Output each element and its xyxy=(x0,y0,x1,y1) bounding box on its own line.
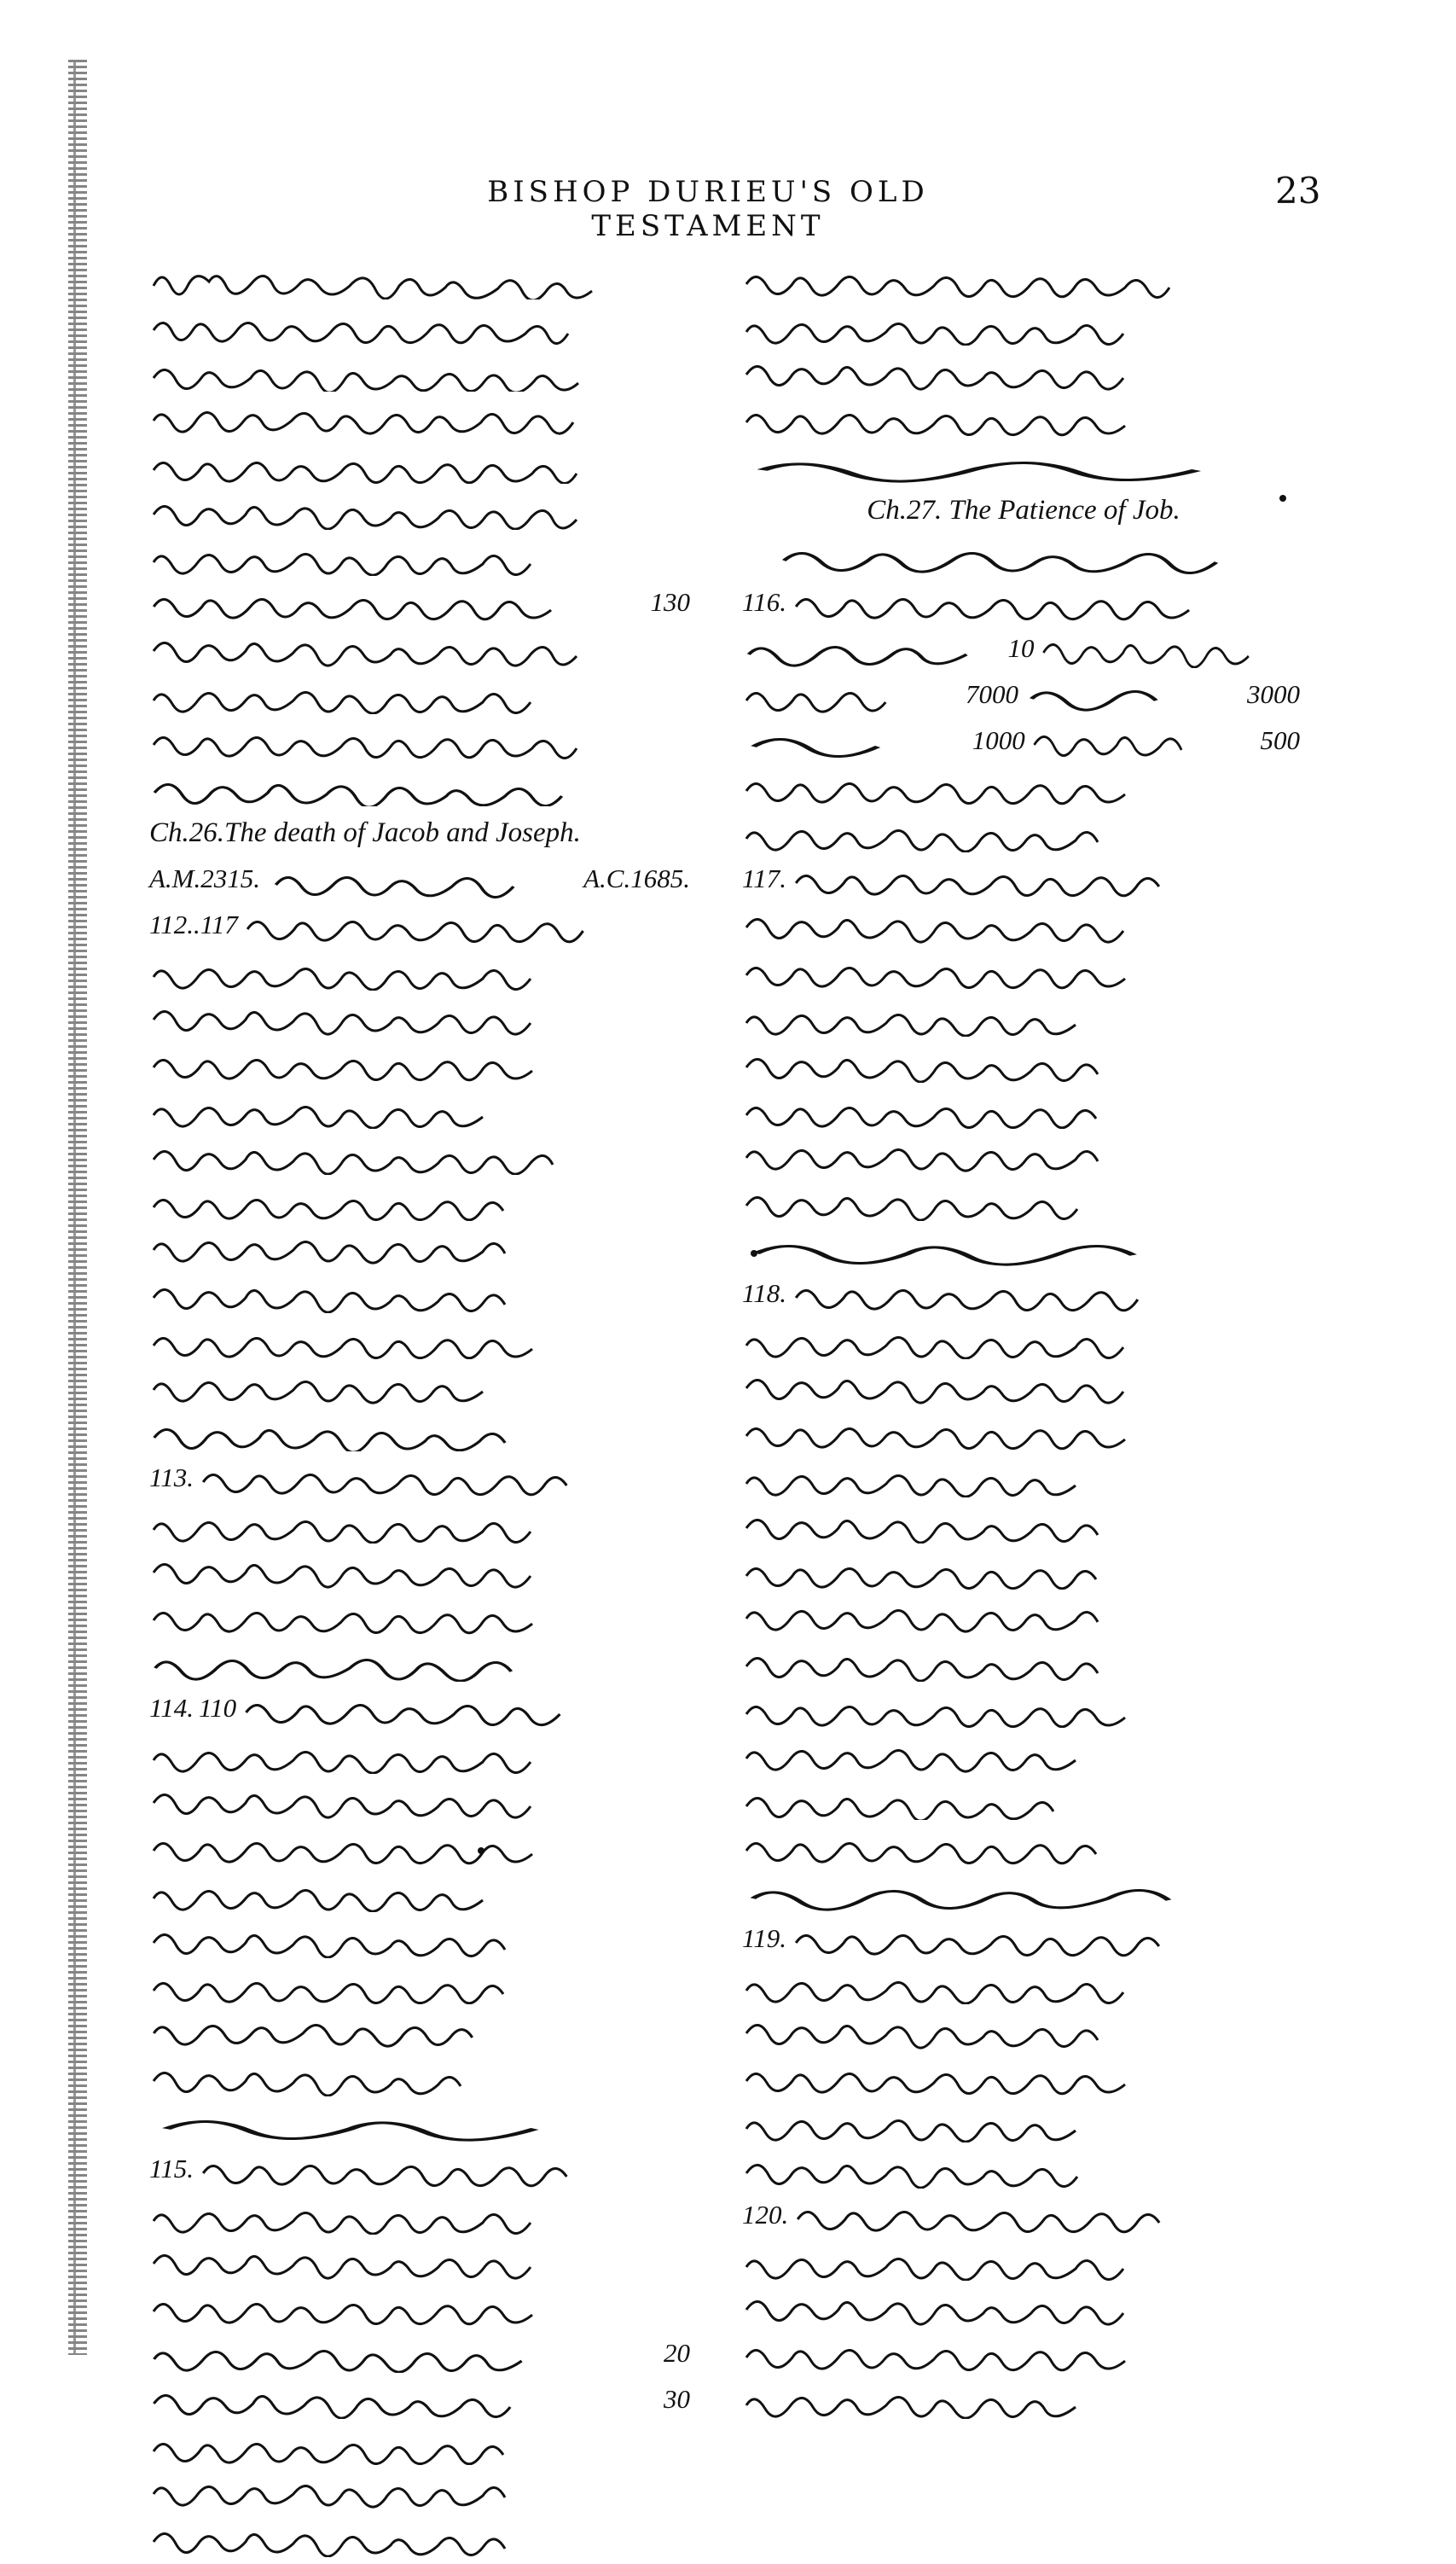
shorthand-line xyxy=(149,260,695,299)
shorthand-line xyxy=(792,1919,1305,1958)
shorthand-line xyxy=(149,1090,695,1129)
shorthand-line xyxy=(742,1320,1305,1359)
shorthand-line-with-number xyxy=(742,629,1305,668)
shorthand-line xyxy=(149,1320,695,1359)
shorthand-line xyxy=(792,859,1305,898)
right-column xyxy=(742,260,1305,2426)
paragraph-number: 112..117 xyxy=(149,910,238,939)
shorthand-line xyxy=(199,2149,695,2189)
stray-mark xyxy=(751,1250,757,1257)
paragraph-number: 116. xyxy=(742,587,786,617)
shorthand-line xyxy=(742,1228,1305,1267)
shorthand-line xyxy=(742,1504,1305,1544)
inline-number: 1000 xyxy=(972,725,1025,755)
shorthand-line xyxy=(742,2334,1305,2373)
shorthand-line xyxy=(742,1873,1305,1912)
shorthand-line xyxy=(149,1412,695,1451)
shorthand-line xyxy=(149,445,695,484)
shorthand-line xyxy=(742,445,1305,484)
shorthand-line xyxy=(149,1781,695,1820)
shorthand-line xyxy=(742,260,1305,299)
chapter-heading: Ch.26.The death of Jacob and Joseph. xyxy=(149,817,581,848)
shorthand-line xyxy=(742,1136,1305,1175)
shorthand-line xyxy=(149,1827,695,1866)
paragraph-number: 114. xyxy=(149,1693,194,1723)
shorthand-line xyxy=(149,2380,664,2419)
page-number: 23 xyxy=(1275,170,1321,212)
shorthand-line xyxy=(742,1090,1305,1129)
inline-number: 20 xyxy=(664,2338,690,2368)
shorthand-line xyxy=(199,1458,695,1497)
shorthand-line xyxy=(742,1735,1305,1774)
shorthand-line xyxy=(149,997,695,1037)
shorthand-line xyxy=(149,767,695,806)
shorthand-line xyxy=(149,2195,695,2235)
chapter-heading: Ch.27. The Patience of Job. xyxy=(867,495,1180,526)
paragraph-number: 117. xyxy=(742,863,786,893)
shorthand-line xyxy=(149,2288,695,2327)
inline-number: 110 xyxy=(198,1693,237,1723)
shorthand-line xyxy=(149,2241,695,2281)
shorthand-line xyxy=(149,2103,695,2142)
shorthand-line xyxy=(742,1596,1305,1636)
shorthand-line xyxy=(243,905,695,945)
paragraph-number: 120. xyxy=(742,2200,789,2230)
paragraph-start xyxy=(149,1458,695,1497)
shorthand-line-with-number xyxy=(149,2334,695,2373)
shorthand-line xyxy=(742,2011,1305,2050)
shorthand-line xyxy=(149,1596,695,1636)
left-column xyxy=(149,260,695,2564)
shorthand-line xyxy=(742,905,1305,945)
dating-am: A.M.2315. xyxy=(149,863,261,893)
shorthand-line xyxy=(149,1550,695,1590)
shorthand-line xyxy=(149,352,695,392)
shorthand-line xyxy=(149,2518,695,2557)
paragraph-start xyxy=(742,583,1305,622)
shorthand-line xyxy=(1030,721,1261,760)
shorthand-line xyxy=(149,1136,695,1175)
inline-number: 10 xyxy=(1007,633,1035,663)
shorthand-line xyxy=(742,721,972,760)
shorthand-line xyxy=(149,1274,695,1313)
shorthand-line-with-number xyxy=(149,2380,695,2419)
shorthand-line xyxy=(742,951,1305,991)
shorthand-line xyxy=(742,1458,1305,1497)
shorthand-line xyxy=(742,1366,1305,1405)
inline-number: 500 xyxy=(1260,725,1300,755)
shorthand-line xyxy=(742,2241,1305,2281)
shorthand-line xyxy=(742,352,1305,392)
shorthand-line xyxy=(265,859,583,898)
shorthand-line xyxy=(149,2011,695,2050)
dating-line xyxy=(149,859,695,898)
paragraph-start xyxy=(742,1274,1305,1313)
paragraph-start xyxy=(742,1919,1305,1958)
shorthand-line xyxy=(1040,629,1306,668)
shorthand-line xyxy=(742,629,1008,668)
shorthand-line xyxy=(742,2149,1305,2189)
shorthand-line xyxy=(792,583,1305,622)
shorthand-line-with-number xyxy=(742,721,1305,760)
shorthand-line xyxy=(149,1965,695,2004)
binding-edge xyxy=(68,60,87,2355)
shorthand-line xyxy=(149,398,695,438)
inline-number: 30 xyxy=(664,2384,690,2414)
shorthand-line xyxy=(742,1550,1305,1590)
stray-mark xyxy=(478,1847,484,1854)
inline-number: 3000 xyxy=(1247,679,1300,709)
shorthand-line xyxy=(793,2195,1305,2235)
paragraph-start xyxy=(149,1689,695,1728)
shorthand-line xyxy=(149,1642,695,1682)
shorthand-line xyxy=(776,537,1305,576)
stray-mark xyxy=(1279,495,1286,502)
paragraph-number: 118. xyxy=(742,1278,786,1308)
shorthand-line xyxy=(149,2426,695,2465)
shorthand-line xyxy=(149,721,695,760)
shorthand-line xyxy=(742,2288,1305,2327)
shorthand-line xyxy=(742,1965,1305,2004)
shorthand-line xyxy=(742,398,1305,438)
shorthand-line xyxy=(149,537,695,576)
paragraph-start xyxy=(149,2149,695,2189)
shorthand-line xyxy=(742,2057,1305,2096)
dating-ac: A.C.1685. xyxy=(583,863,690,893)
shorthand-line xyxy=(149,1182,695,1221)
shorthand-line xyxy=(149,675,695,714)
shorthand-line xyxy=(149,2057,695,2096)
shorthand-line xyxy=(149,1873,695,1912)
shorthand-line-with-number xyxy=(742,675,1305,714)
shorthand-line xyxy=(1024,675,1247,714)
shorthand-line xyxy=(149,306,695,346)
shorthand-line xyxy=(149,491,695,530)
shorthand-line xyxy=(149,2334,664,2373)
shorthand-line xyxy=(742,1827,1305,1866)
shorthand-line xyxy=(742,1412,1305,1451)
shorthand-line xyxy=(742,767,1305,806)
shorthand-line xyxy=(742,2103,1305,2142)
shorthand-line xyxy=(149,1504,695,1544)
shorthand-line xyxy=(742,997,1305,1037)
shorthand-line xyxy=(742,1044,1305,1083)
shorthand-line xyxy=(742,813,1305,852)
inline-number: 130 xyxy=(650,587,690,617)
shorthand-line xyxy=(149,1735,695,1774)
shorthand-line xyxy=(742,1182,1305,1221)
shorthand-line xyxy=(149,2472,695,2511)
shorthand-line xyxy=(742,1642,1305,1682)
shorthand-line xyxy=(742,1781,1305,1820)
shorthand-line xyxy=(742,306,1305,346)
shorthand-line xyxy=(149,1919,695,1958)
paragraph-start xyxy=(742,859,1305,898)
shorthand-line-with-number xyxy=(149,583,695,622)
shorthand-line xyxy=(241,1689,695,1728)
paragraph-number: 113. xyxy=(149,1462,194,1492)
running-head: BISHOP DURIEU'S OLD TESTAMENT xyxy=(487,175,929,243)
shorthand-line xyxy=(149,1366,695,1405)
shorthand-line xyxy=(149,1228,695,1267)
page-header xyxy=(0,170,1456,243)
paragraph-start xyxy=(742,2195,1305,2235)
paragraph-number: 115. xyxy=(149,2154,194,2183)
shorthand-line xyxy=(742,1689,1305,1728)
shorthand-line xyxy=(149,951,695,991)
shorthand-line xyxy=(742,2380,1305,2419)
shorthand-line xyxy=(792,1274,1305,1313)
paragraph-start xyxy=(149,905,695,945)
shorthand-line xyxy=(149,583,651,622)
paragraph-number: 119. xyxy=(742,1923,786,1953)
shorthand-line xyxy=(742,675,966,714)
inline-number: 7000 xyxy=(966,679,1018,709)
shorthand-line xyxy=(149,1044,695,1083)
shorthand-line xyxy=(149,629,695,668)
